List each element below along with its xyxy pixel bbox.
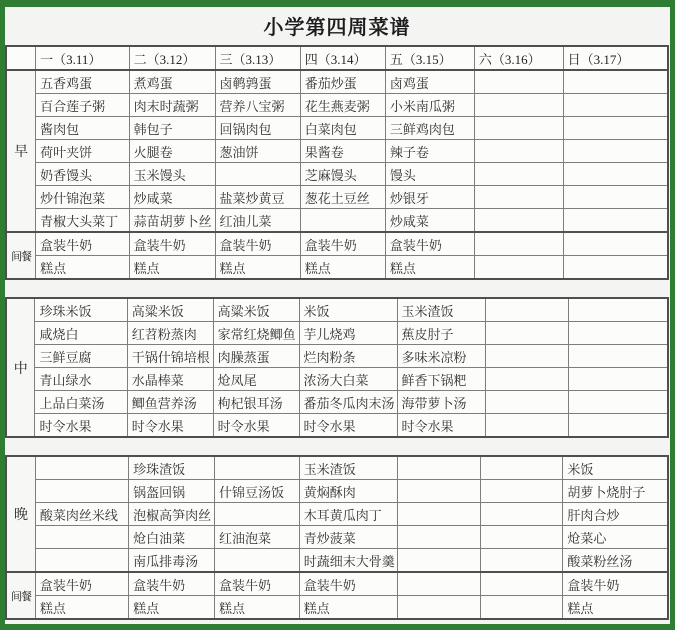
menu-cell: 青椒大头菜丁 xyxy=(36,209,129,233)
menu-cell xyxy=(35,480,128,503)
menu-cell: 盒装牛奶 xyxy=(215,572,300,596)
menu-cell: 火腿卷 xyxy=(129,140,215,163)
table-row xyxy=(6,572,668,596)
day-header-row xyxy=(6,46,668,70)
menu-cell: 营养八宝粥 xyxy=(215,94,300,117)
menu-cell: 上品白菜汤 xyxy=(35,391,127,414)
menu-cell: 糕点 xyxy=(215,596,300,620)
menu-cell xyxy=(480,572,563,596)
menu-table-lunch xyxy=(5,297,669,438)
menu-cell: 青炒菠菜 xyxy=(299,526,397,549)
menu-cell: 炝白油菜 xyxy=(129,526,215,549)
menu-cell: 炝凤尾 xyxy=(213,368,299,391)
menu-cell xyxy=(300,209,385,233)
table-row xyxy=(6,480,668,503)
day-header: 六（3.16） xyxy=(474,46,563,70)
menu-cell: 糕点 xyxy=(129,256,215,280)
menu-cell: 红油儿菜 xyxy=(215,209,300,233)
menu-cell: 盒装牛奶 xyxy=(129,232,215,256)
menu-cell: 白菜肉包 xyxy=(300,117,385,140)
menu-cell xyxy=(569,322,668,345)
menu-cell xyxy=(486,298,569,322)
menu-cell xyxy=(474,140,563,163)
menu-cell xyxy=(474,117,563,140)
section-gap xyxy=(5,438,669,455)
menu-cell: 盒装牛奶 xyxy=(36,232,129,256)
menu-table-breakfast-and-snack xyxy=(5,45,669,280)
menu-cell: 黄焖酥肉 xyxy=(299,480,397,503)
menu-cell: 三鲜豆腐 xyxy=(35,345,127,368)
menu-cell: 番茄炒蛋 xyxy=(300,70,385,94)
menu-cell xyxy=(480,526,563,549)
menu-cell: 盐菜炒黄豆 xyxy=(215,186,300,209)
page-title: 小学第四周菜谱 xyxy=(263,17,411,39)
menu-cell: 时令水果 xyxy=(35,414,127,438)
table-row xyxy=(6,345,668,368)
menu-cell: 番茄冬瓜肉末汤 xyxy=(299,391,397,414)
menu-cell: 馒头 xyxy=(385,163,474,186)
menu-cell xyxy=(215,549,300,573)
table-row xyxy=(6,391,668,414)
menu-cell: 葱油饼 xyxy=(215,140,300,163)
menu-cell: 韩包子 xyxy=(129,117,215,140)
menu-cell: 糕点 xyxy=(385,256,474,280)
table-row xyxy=(6,414,668,438)
menu-cell: 多味米凉粉 xyxy=(397,345,486,368)
menu-cell: 果酱卷 xyxy=(300,140,385,163)
menu-cell: 红油泡菜 xyxy=(215,526,300,549)
menu-cell: 百合莲子粥 xyxy=(36,94,129,117)
menu-cell: 花生燕麦粥 xyxy=(300,94,385,117)
table-row xyxy=(6,117,668,140)
menu-cell xyxy=(486,322,569,345)
menu-cell: 蕉皮肘子 xyxy=(397,322,486,345)
menu-cell xyxy=(563,186,668,209)
menu-cell xyxy=(480,596,563,620)
menu-cell: 珍珠米饭 xyxy=(35,298,127,322)
menu-cell: 炝菜心 xyxy=(563,526,668,549)
menu-cell xyxy=(35,456,128,480)
section-label: 晚 xyxy=(6,456,35,572)
day-header: 四（3.14） xyxy=(300,46,385,70)
menu-cell xyxy=(474,256,563,280)
menu-cell xyxy=(480,456,563,480)
menu-cell: 糕点 xyxy=(299,596,397,620)
menu-cell: 时令水果 xyxy=(299,414,397,438)
table-row xyxy=(6,209,668,233)
menu-cell: 糕点 xyxy=(215,256,300,280)
table-row xyxy=(6,94,668,117)
menu-cell xyxy=(397,549,480,573)
menu-cell xyxy=(563,70,668,94)
menu-cell: 米饭 xyxy=(299,298,397,322)
menu-cell: 肝肉合炒 xyxy=(563,503,668,526)
header-corner-cell xyxy=(6,46,36,70)
menu-cell xyxy=(486,414,569,438)
table-row xyxy=(6,232,668,256)
section-label: 间餐 xyxy=(6,572,35,619)
menu-cell: 盒装牛奶 xyxy=(35,572,128,596)
menu-cell: 糕点 xyxy=(36,256,129,280)
day-header: 日（3.17） xyxy=(563,46,668,70)
menu-cell xyxy=(397,596,480,620)
menu-cell: 卤鸡蛋 xyxy=(385,70,474,94)
menu-cell: 泡椒高笋肉丝 xyxy=(129,503,215,526)
menu-cell: 糕点 xyxy=(129,596,215,620)
menu-cell: 枸杞银耳汤 xyxy=(213,391,299,414)
menu-cell: 时令水果 xyxy=(397,414,486,438)
menu-cell: 小米南瓜粥 xyxy=(385,94,474,117)
menu-cell: 什锦豆汤饭 xyxy=(215,480,300,503)
menu-cell xyxy=(480,549,563,573)
menu-cell: 红苕粉蒸肉 xyxy=(127,322,213,345)
menu-cell xyxy=(569,298,668,322)
section-label: 中 xyxy=(6,298,35,437)
menu-cell xyxy=(563,140,668,163)
menu-cell xyxy=(480,503,563,526)
menu-cell xyxy=(215,503,300,526)
menu-cell: 时令水果 xyxy=(127,414,213,438)
day-header: 二（3.12） xyxy=(129,46,215,70)
menu-cell: 葱花土豆丝 xyxy=(300,186,385,209)
menu-cell: 芋儿烧鸡 xyxy=(299,322,397,345)
menu-cell xyxy=(569,368,668,391)
table-row xyxy=(6,298,668,322)
menu-cell: 玉米馒头 xyxy=(129,163,215,186)
menu-cell: 三鲜鸡肉包 xyxy=(385,117,474,140)
menu-cell: 糕点 xyxy=(563,596,668,620)
menu-cell: 水晶棒菜 xyxy=(127,368,213,391)
table-row xyxy=(6,456,668,480)
day-header: 五（3.15） xyxy=(385,46,474,70)
table-row xyxy=(6,70,668,94)
menu-cell xyxy=(474,70,563,94)
menu-cell xyxy=(397,456,480,480)
section-gap xyxy=(5,280,669,297)
menu-cell: 米饭 xyxy=(563,456,668,480)
menu-cell xyxy=(563,209,668,233)
table-row xyxy=(6,503,668,526)
menu-cell: 糕点 xyxy=(35,596,128,620)
table-row xyxy=(6,549,668,573)
table-row xyxy=(6,322,668,345)
menu-cell: 炒咸菜 xyxy=(129,186,215,209)
menu-cell xyxy=(486,391,569,414)
menu-cell xyxy=(569,391,668,414)
menu-cell: 蒜苗胡萝卜丝 xyxy=(129,209,215,233)
menu-cell: 卤鹌鹑蛋 xyxy=(215,70,300,94)
day-header: 三（3.13） xyxy=(215,46,300,70)
menu-cell: 珍珠渣饭 xyxy=(129,456,215,480)
menu-cell: 浓汤大白菜 xyxy=(299,368,397,391)
menu-cell: 糕点 xyxy=(300,256,385,280)
menu-cell xyxy=(563,163,668,186)
menu-cell: 酸菜肉丝米线 xyxy=(35,503,128,526)
menu-cell: 炒咸菜 xyxy=(385,209,474,233)
menu-cell xyxy=(35,526,128,549)
section-label: 间餐 xyxy=(6,232,36,279)
menu-cell xyxy=(480,480,563,503)
menu-cell xyxy=(486,345,569,368)
menu-cell xyxy=(569,345,668,368)
menu-cell: 南瓜排毒汤 xyxy=(129,549,215,573)
table-row xyxy=(6,256,668,280)
menu-cell: 玉米渣饭 xyxy=(397,298,486,322)
menu-cell xyxy=(563,256,668,280)
menu-cell: 芝麻馒头 xyxy=(300,163,385,186)
menu-cell: 烂肉粉条 xyxy=(299,345,397,368)
menu-cell xyxy=(563,232,668,256)
menu-table-dinner-and-snack xyxy=(5,455,669,620)
menu-cell: 肉末时蔬粥 xyxy=(129,94,215,117)
menu-cell xyxy=(474,186,563,209)
menu-cell: 家常红烧鲫鱼 xyxy=(213,322,299,345)
menu-cell: 肉臊蒸蛋 xyxy=(213,345,299,368)
menu-cell xyxy=(215,163,300,186)
menu-cell xyxy=(397,480,480,503)
menu-cell: 青山绿水 xyxy=(35,368,127,391)
menu-cell: 盒装牛奶 xyxy=(129,572,215,596)
menu-cell: 盒装牛奶 xyxy=(563,572,668,596)
menu-cell: 鲫鱼营养汤 xyxy=(127,391,213,414)
menu-cell: 锅盔回锅 xyxy=(129,480,215,503)
menu-cell: 咸烧白 xyxy=(35,322,127,345)
menu-cell xyxy=(397,503,480,526)
menu-cell: 五香鸡蛋 xyxy=(36,70,129,94)
menu-cell: 盒装牛奶 xyxy=(385,232,474,256)
menu-cell: 木耳黄瓜肉丁 xyxy=(299,503,397,526)
table-row xyxy=(6,140,668,163)
table-row xyxy=(6,596,668,620)
menu-cell xyxy=(474,163,563,186)
menu-cell: 玉米渣饭 xyxy=(299,456,397,480)
table-row xyxy=(6,368,668,391)
menu-cell xyxy=(397,572,480,596)
section-label: 早 xyxy=(6,70,36,232)
menu-cell: 煮鸡蛋 xyxy=(129,70,215,94)
menu-cell: 干锅什锦培根 xyxy=(127,345,213,368)
menu-cell xyxy=(215,456,300,480)
menu-cell: 高粱米饭 xyxy=(127,298,213,322)
menu-cell: 时令水果 xyxy=(213,414,299,438)
menu-cell: 回锅肉包 xyxy=(215,117,300,140)
menu-cell xyxy=(35,549,128,573)
menu-cell: 酱肉包 xyxy=(36,117,129,140)
menu-cell: 奶香馒头 xyxy=(36,163,129,186)
menu-cell: 鲜香下锅粑 xyxy=(397,368,486,391)
menu-cell xyxy=(563,117,668,140)
table-row xyxy=(6,163,668,186)
menu-cell xyxy=(474,209,563,233)
menu-cell: 荷叶夹饼 xyxy=(36,140,129,163)
menu-cell: 盒装牛奶 xyxy=(299,572,397,596)
table-row xyxy=(6,526,668,549)
menu-cell: 炒银牙 xyxy=(385,186,474,209)
menu-cell: 炒什锦泡菜 xyxy=(36,186,129,209)
menu-cell xyxy=(486,368,569,391)
menu-cell xyxy=(397,526,480,549)
table-row xyxy=(6,186,668,209)
menu-cell xyxy=(474,94,563,117)
menu-cell: 辣子卷 xyxy=(385,140,474,163)
menu-cell xyxy=(563,94,668,117)
menu-cell xyxy=(569,414,668,438)
menu-cell: 海带萝卜汤 xyxy=(397,391,486,414)
menu-cell: 酸菜粉丝汤 xyxy=(563,549,668,573)
menu-cell: 时蔬细末大骨羹 xyxy=(299,549,397,573)
menu-cell: 高粱米饭 xyxy=(213,298,299,322)
menu-cell: 盒装牛奶 xyxy=(300,232,385,256)
day-header: 一（3.11） xyxy=(36,46,129,70)
menu-cell: 盒装牛奶 xyxy=(215,232,300,256)
menu-cell xyxy=(474,232,563,256)
menu-cell: 胡萝卜烧肘子 xyxy=(563,480,668,503)
